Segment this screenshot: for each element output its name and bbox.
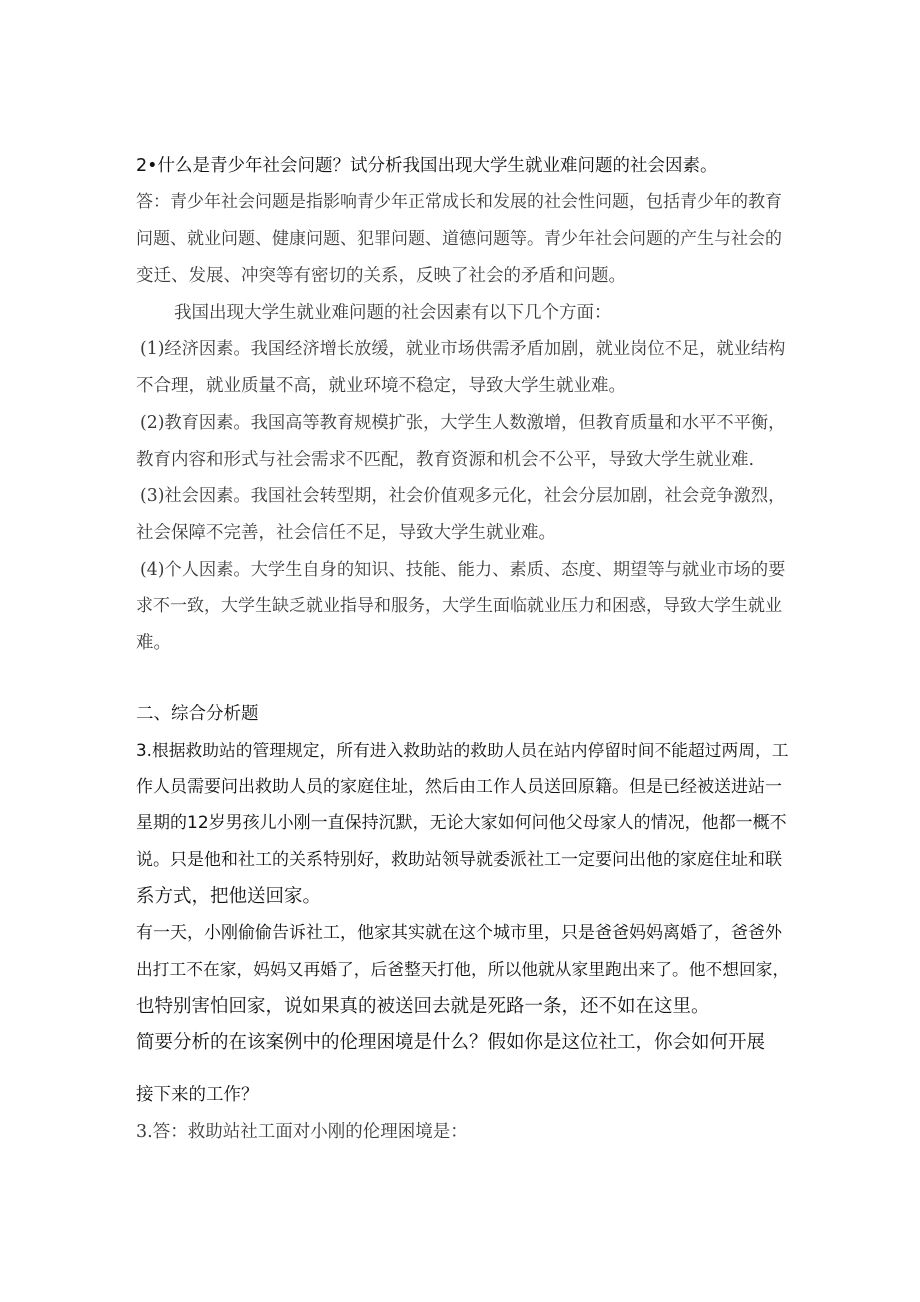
factor-3-line-1: (3)社会因素。我国社会转型期，社会价值观多元化，社会分层加剧，社会竞争激烈， — [140, 486, 786, 506]
answer-3-start: 3.答：救助站社工面对小刚的伦理困境是： — [136, 1122, 468, 1142]
case-line-2: 作人员需要问出救助人员的家庭住址，然后由工作人员送回原籍。但是已经被送进站一 — [136, 777, 782, 797]
factor-3-line-2: 社会保障不完善，社会信任不足，导致大学生就业难。 — [136, 523, 556, 543]
case-line-8: 也特别害怕回家，说如果真的被送回去就是死路一条，还不如在这里。 — [136, 996, 710, 1017]
section-heading: 二、综合分析题 — [136, 704, 259, 724]
factors-intro: 我国出现大学生就业难问题的社会因素有以下几个方面： — [174, 303, 612, 323]
case-question-line: 简要分析的在该案例中的伦理困境是什么？假如你是这位社工，你会如何开展 — [136, 1032, 766, 1053]
factor-4-line-1: (4)个人因素。大学生自身的知识、技能、能力、素质、态度、期望等与就业市场的要 — [140, 560, 786, 580]
factor-1-line-1: (1)经济因素。我国经济增长放缓，就业市场供需矛盾加剧，就业岗位不足，就业结构 — [140, 339, 786, 359]
factor-4-line-3: 难。 — [136, 633, 171, 653]
case-line-6: 有一天，小刚偷偷告诉社工，他家其实就在这个城市里，只是爸爸妈妈离婚了，爸爸外 — [136, 923, 782, 943]
factor-1-line-2: 不合理，就业质量不高，就业环境不稳定，导致大学生就业难。 — [136, 376, 626, 396]
case-line-1: 3.根据救助站的管理规定，所有进入救助站的救助人员在站内停留时间不能超过两周，工 — [136, 740, 789, 760]
answer-line-1: 答：青少年社会问题是指影响青少年正常成长和发展的社会性问题，包括青少年的教育 — [136, 192, 782, 212]
question-2-title: 2•什么是青少年社会问题？试分析我国出现大学生就业难问题的社会因素。 — [136, 156, 718, 176]
case-line-7: 出打工不在家，妈妈又再婚了，后爸整天打他，所以他就从家里跑出来了。他不想回家， — [136, 959, 790, 979]
factor-4-line-2: 求不一致，大学生缺乏就业指导和服务，大学生面临就业压力和困惑，导致大学生就业 — [136, 596, 782, 616]
answer-line-2: 问题、就业问题、健康问题、犯罪问题、道德问题等。青少年社会问题的产生与社会的 — [136, 229, 782, 249]
factor-2-line-2: 教育内容和形式与社会需求不匹配，教育资源和机会不公平，导致大学生就业难. — [136, 450, 755, 470]
factor-2-line-1: (2)教育因素。我国高等教育规模扩张，大学生人数激增，但教育质量和水平不平衡， — [140, 413, 786, 433]
case-line-4: 说。只是他和社工的关系特别好，救助站领导就委派社工一定要问出他的家庭住址和联 — [136, 850, 782, 870]
case-line-3: 星期的12岁男孩儿小刚一直保持沉默，无论大家如何问他父母家人的情况，他都一概不 — [136, 813, 787, 833]
case-question-tail: 接下来的工作？ — [136, 1085, 259, 1105]
answer-line-3: 变迁、发展、冲突等有密切的关系，反映了社会的矛盾和问题。 — [136, 266, 626, 286]
case-line-5: 系方式，把他送回家。 — [136, 886, 322, 907]
